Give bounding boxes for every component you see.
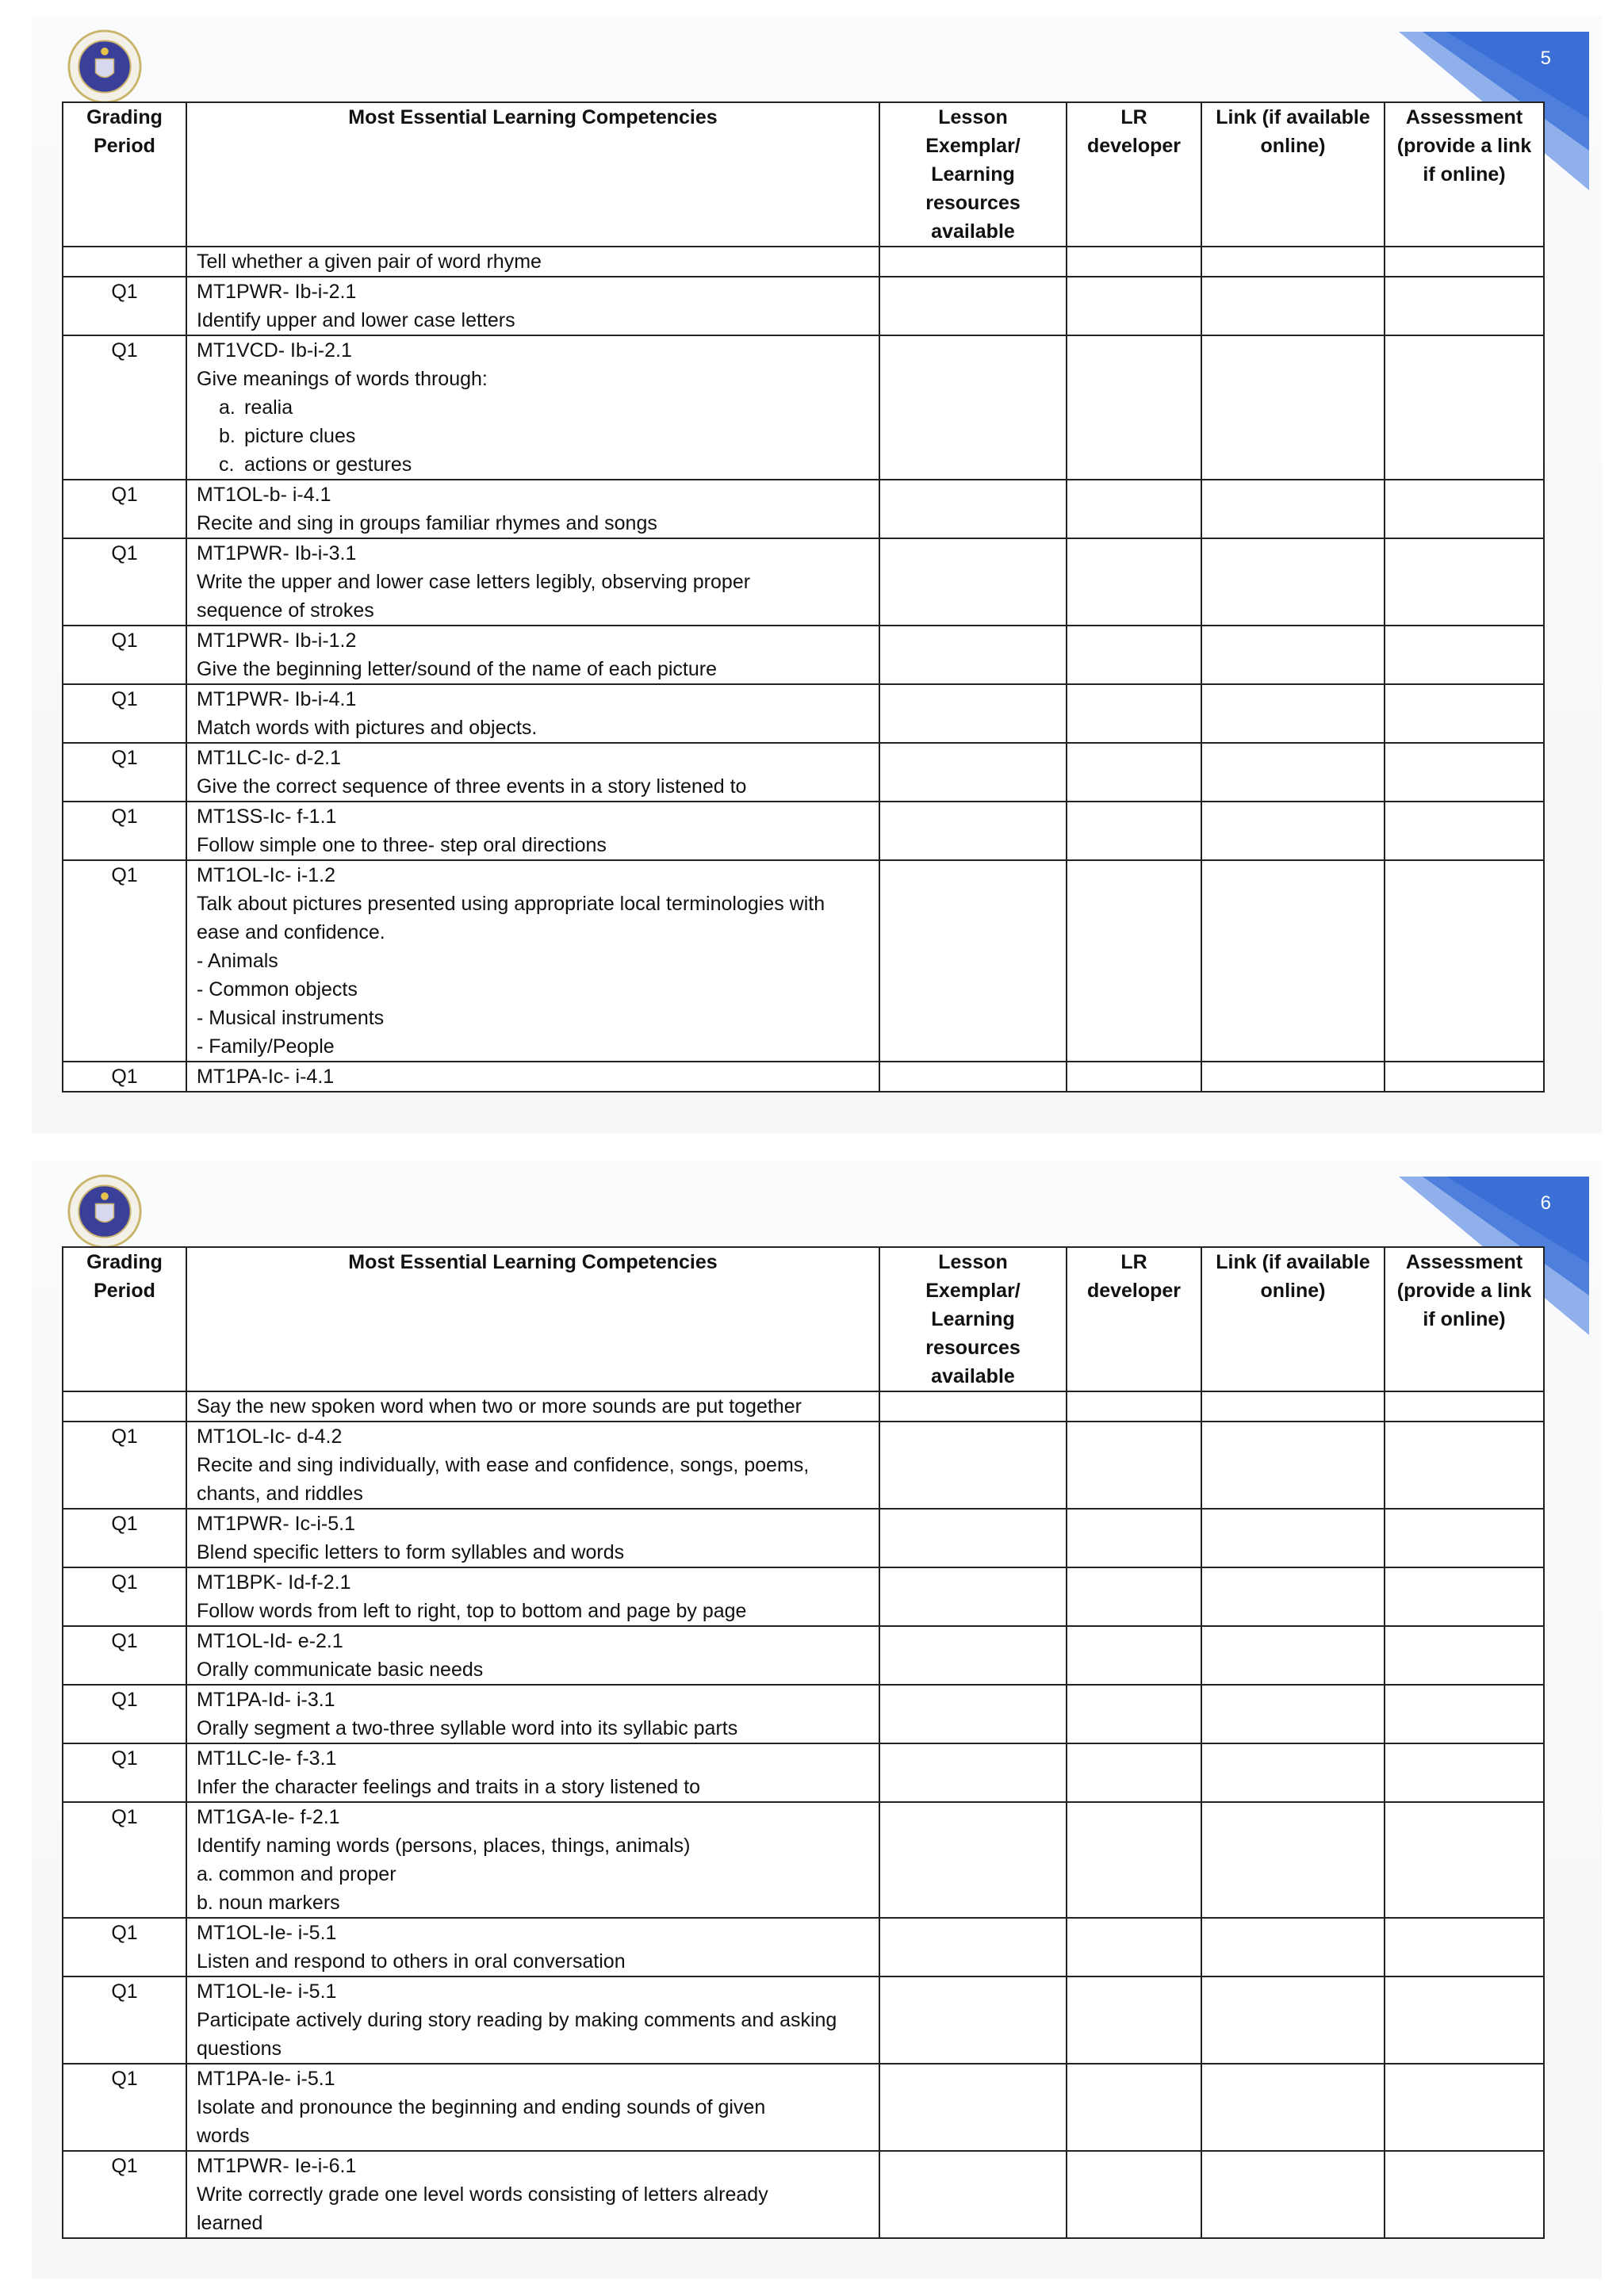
header-lr-developer: LR developer: [1067, 102, 1201, 247]
grading-period-cell: Q1: [63, 1743, 186, 1802]
grading-period-cell: Q1: [63, 626, 186, 684]
competency-code: MT1OL-Ic- i-1.2: [197, 864, 336, 886]
table-body: [63, 1391, 1544, 2238]
assessment-cell: [1385, 2064, 1544, 2151]
lesson-exemplar-cell: [879, 1062, 1067, 1092]
competency-cell: [186, 1062, 879, 1092]
assessment-cell: [1385, 247, 1544, 277]
competency-text: Identify naming words (persons, places, things, animals): [197, 1835, 691, 1857]
deped-seal-icon: [67, 1173, 143, 1249]
competency-text: ease and confidence.: [197, 921, 385, 943]
link-cell: [1201, 1802, 1385, 1918]
lesson-exemplar-cell: [879, 1918, 1067, 1976]
link-cell: [1201, 1391, 1385, 1422]
competency-cell: [186, 860, 879, 1062]
competency-text: Write the upper and lower case letters legibly, observing proper: [197, 571, 751, 593]
header-lesson-exemplar: Lesson Exemplar/ Learning resources available: [879, 1247, 1067, 1391]
competency-text: Give the beginning letter/sound of the name of each picture: [197, 658, 717, 680]
competency-code: MT1OL-Ie- i-5.1: [197, 1922, 337, 1944]
list-item: [197, 422, 869, 450]
header-grading-period: Grading Period: [63, 102, 186, 247]
lr-developer-cell: [1067, 480, 1201, 538]
competency-cell: [186, 802, 879, 860]
competency-cell: [186, 247, 879, 277]
lr-developer-cell: [1067, 247, 1201, 277]
competency-cell: [186, 626, 879, 684]
assessment-cell: [1385, 1685, 1544, 1743]
competency-text: Say the new spoken word when two or more sounds are put together: [197, 1395, 802, 1418]
competency-code: MT1BPK- Id-f-2.1: [197, 1571, 351, 1594]
competency-cell: [186, 1918, 879, 1976]
competency-text: - Animals: [197, 950, 278, 972]
competency-text: Talk about pictures presented using appropriate local terminologies with: [197, 893, 825, 915]
assessment-cell: [1385, 1802, 1544, 1918]
link-cell: [1201, 538, 1385, 626]
competency-cell: [186, 684, 879, 743]
lr-developer-cell: [1067, 626, 1201, 684]
competency-text: Give meanings of words through:: [197, 368, 488, 390]
competency-text: Listen and respond to others in oral conversation: [197, 1950, 626, 1973]
competency-cell: [186, 1685, 879, 1743]
list-marker: c.: [219, 453, 235, 476]
grading-period-cell: [63, 247, 186, 277]
table-row: [63, 684, 1544, 743]
assessment-cell: [1385, 802, 1544, 860]
competency-text: Identify upper and lower case letters: [197, 309, 515, 331]
lr-developer-cell: [1067, 743, 1201, 802]
competency-code: MT1PWR- Ie-i-6.1: [197, 2155, 357, 2177]
table-header-row: [63, 1247, 1544, 1391]
table-row: [63, 2151, 1544, 2238]
link-cell: [1201, 684, 1385, 743]
table-body: [63, 247, 1544, 1092]
lesson-exemplar-cell: [879, 480, 1067, 538]
page-number: 5: [1540, 48, 1551, 69]
grading-period-cell: Q1: [63, 480, 186, 538]
lr-developer-cell: [1067, 1685, 1201, 1743]
competency-text: Infer the character feelings and traits in a story listened to: [197, 1776, 701, 1798]
lr-developer-cell: [1067, 335, 1201, 480]
lesson-exemplar-cell: [879, 1743, 1067, 1802]
competency-code: MT1PWR- Ib-i-1.2: [197, 629, 357, 652]
lesson-exemplar-cell: [879, 1509, 1067, 1567]
table-row: [63, 247, 1544, 277]
competency-code: MT1SS-Ic- f-1.1: [197, 806, 337, 828]
lesson-exemplar-cell: [879, 626, 1067, 684]
assessment-cell: [1385, 1567, 1544, 1626]
header-competencies: Most Essential Learning Competencies: [186, 102, 879, 247]
table-row: [63, 1391, 1544, 1422]
assessment-cell: [1385, 335, 1544, 480]
lr-developer-cell: [1067, 1567, 1201, 1626]
lr-developer-cell: [1067, 684, 1201, 743]
link-cell: [1201, 277, 1385, 335]
competencies-table: [62, 1246, 1545, 2239]
competency-cell: [186, 538, 879, 626]
competency-text: a. common and proper: [197, 1863, 396, 1885]
lesson-exemplar-cell: [879, 2064, 1067, 2151]
competency-code: MT1GA-Ie- f-2.1: [197, 1806, 340, 1828]
link-cell: [1201, 1422, 1385, 1509]
link-cell: [1201, 743, 1385, 802]
lesson-exemplar-cell: [879, 1567, 1067, 1626]
table-row: [63, 1422, 1544, 1509]
link-cell: [1201, 1567, 1385, 1626]
competency-code: MT1OL-b- i-4.1: [197, 484, 331, 506]
lr-developer-cell: [1067, 1391, 1201, 1422]
lr-developer-cell: [1067, 1976, 1201, 2064]
competency-text: Participate actively during story reading by making comments and asking: [197, 2009, 837, 2031]
grading-period-cell: Q1: [63, 860, 186, 1062]
competency-text: b. noun markers: [197, 1892, 340, 1914]
competency-text: Give the correct sequence of three events in a story listened to: [197, 775, 747, 798]
lesson-exemplar-cell: [879, 802, 1067, 860]
page-number: 6: [1540, 1192, 1551, 1214]
competency-code: MT1PWR- Ib-i-2.1: [197, 281, 357, 303]
competency-code: MT1OL-Id- e-2.1: [197, 1630, 343, 1652]
competency-text: learned: [197, 2212, 263, 2234]
competency-text: Recite and sing individually, with ease and confidence, songs, poems,: [197, 1454, 810, 1476]
competency-cell: [186, 1626, 879, 1685]
competency-text: - Common objects: [197, 978, 358, 1001]
grading-period-cell: Q1: [63, 538, 186, 626]
grading-period-cell: Q1: [63, 1802, 186, 1918]
assessment-cell: [1385, 626, 1544, 684]
grading-period-cell: Q1: [63, 1509, 186, 1567]
competency-cell: [186, 335, 879, 480]
list-item-text: actions or gestures: [244, 453, 412, 476]
competency-cell: [186, 1743, 879, 1802]
grading-period-cell: Q1: [63, 277, 186, 335]
header-competencies: Most Essential Learning Competencies: [186, 1247, 879, 1391]
competency-cell: [186, 2064, 879, 2151]
table-row: [63, 538, 1544, 626]
competency-text: words: [197, 2125, 250, 2147]
link-cell: [1201, 1976, 1385, 2064]
header-lesson-exemplar: Lesson Exemplar/ Learning resources available: [879, 102, 1067, 247]
header-link: Link (if available online): [1201, 1247, 1385, 1391]
competency-cell: [186, 2151, 879, 2238]
lr-developer-cell: [1067, 538, 1201, 626]
lesson-exemplar-cell: [879, 1626, 1067, 1685]
competency-text: chants, and riddles: [197, 1483, 363, 1505]
lesson-exemplar-cell: [879, 247, 1067, 277]
lr-developer-cell: [1067, 1062, 1201, 1092]
competency-code: MT1PA-Ie- i-5.1: [197, 2068, 335, 2090]
competency-code: MT1OL-Ic- d-4.2: [197, 1425, 343, 1448]
competencies-table: [62, 101, 1545, 1093]
competency-cell: [186, 1509, 879, 1567]
lesson-exemplar-cell: [879, 538, 1067, 626]
lr-developer-cell: [1067, 2151, 1201, 2238]
lr-developer-cell: [1067, 1918, 1201, 1976]
link-cell: [1201, 860, 1385, 1062]
competency-code: MT1VCD- Ib-i-2.1: [197, 339, 352, 362]
list-item-text: realia: [244, 396, 293, 419]
link-cell: [1201, 1685, 1385, 1743]
competency-text: - Family/People: [197, 1035, 335, 1058]
lr-developer-cell: [1067, 277, 1201, 335]
table-row: [63, 1509, 1544, 1567]
assessment-cell: [1385, 1422, 1544, 1509]
assessment-cell: [1385, 1918, 1544, 1976]
lesson-exemplar-cell: [879, 860, 1067, 1062]
table-header-row: [63, 102, 1544, 247]
grading-period-cell: Q1: [63, 802, 186, 860]
lesson-exemplar-cell: [879, 1976, 1067, 2064]
assessment-cell: [1385, 277, 1544, 335]
grading-period-cell: Q1: [63, 1976, 186, 2064]
competency-text: Write correctly grade one level words consisting of letters already: [197, 2183, 768, 2206]
lr-developer-cell: [1067, 1509, 1201, 1567]
assessment-cell: [1385, 538, 1544, 626]
grading-period-cell: Q1: [63, 1422, 186, 1509]
link-cell: [1201, 1509, 1385, 1567]
table-row: [63, 1976, 1544, 2064]
competency-text: Follow simple one to three- step oral directions: [197, 834, 607, 856]
table-row: [63, 480, 1544, 538]
competency-text: Recite and sing in groups familiar rhymes and songs: [197, 512, 657, 534]
list-marker: b.: [219, 425, 236, 447]
table-row: [63, 626, 1544, 684]
competency-text: Orally segment a two-three syllable word into its syllabic parts: [197, 1717, 738, 1739]
header-lr-developer: LR developer: [1067, 1247, 1201, 1391]
lr-developer-cell: [1067, 860, 1201, 1062]
competency-cell: [186, 1802, 879, 1918]
lr-developer-cell: [1067, 1626, 1201, 1685]
lesson-exemplar-cell: [879, 1391, 1067, 1422]
competency-code: MT1PA-Ic- i-4.1: [197, 1066, 335, 1088]
table-row: [63, 1685, 1544, 1743]
table-row: [63, 1567, 1544, 1626]
assessment-cell: [1385, 1062, 1544, 1092]
lr-developer-cell: [1067, 2064, 1201, 2151]
competency-cell: [186, 480, 879, 538]
table-row: [63, 277, 1544, 335]
link-cell: [1201, 2064, 1385, 2151]
page-6: [0, 1145, 1624, 2293]
lesson-exemplar-cell: [879, 743, 1067, 802]
lesson-exemplar-cell: [879, 684, 1067, 743]
competency-cell: [186, 1567, 879, 1626]
competency-cell: [186, 743, 879, 802]
assessment-cell: [1385, 743, 1544, 802]
table-row: [63, 1918, 1544, 1976]
table-row: [63, 1062, 1544, 1092]
lr-developer-cell: [1067, 1802, 1201, 1918]
assessment-cell: [1385, 684, 1544, 743]
list-item-text: picture clues: [244, 425, 356, 447]
grading-period-cell: Q1: [63, 1062, 186, 1092]
deped-seal-icon: [67, 29, 143, 105]
competency-code: MT1PA-Id- i-3.1: [197, 1689, 335, 1711]
competency-code: MT1LC-Ie- f-3.1: [197, 1747, 337, 1770]
lesson-exemplar-cell: [879, 277, 1067, 335]
competency-text: Isolate and pronounce the beginning and ending sounds of given: [197, 2096, 766, 2118]
table-row: [63, 1802, 1544, 1918]
grading-period-cell: Q1: [63, 1918, 186, 1976]
list-item: [197, 393, 869, 422]
competency-cell: [186, 1391, 879, 1422]
grading-period-cell: Q1: [63, 2151, 186, 2238]
header-link: Link (if available online): [1201, 102, 1385, 247]
header-grading-period: Grading Period: [63, 1247, 186, 1391]
grading-period-cell: Q1: [63, 335, 186, 480]
assessment-cell: [1385, 2151, 1544, 2238]
competency-text: - Musical instruments: [197, 1007, 385, 1029]
table-row: [63, 860, 1544, 1062]
competency-code: MT1PWR- Ib-i-4.1: [197, 688, 357, 710]
lesson-exemplar-cell: [879, 1802, 1067, 1918]
grading-period-cell: Q1: [63, 2064, 186, 2151]
lr-developer-cell: [1067, 1422, 1201, 1509]
lesson-exemplar-cell: [879, 1422, 1067, 1509]
competency-text: Tell whether a given pair of word rhyme: [197, 251, 542, 273]
competency-code: MT1OL-Ie- i-5.1: [197, 1980, 337, 2003]
competency-code: MT1PWR- Ic-i-5.1: [197, 1513, 355, 1535]
list-marker: a.: [219, 396, 236, 419]
link-cell: [1201, 802, 1385, 860]
lesson-exemplar-cell: [879, 1685, 1067, 1743]
table-row: [63, 2064, 1544, 2151]
competency-text: Blend specific letters to form syllables and words: [197, 1541, 625, 1563]
assessment-cell: [1385, 1509, 1544, 1567]
competency-text: Match words with pictures and objects.: [197, 717, 538, 739]
assessment-cell: [1385, 1743, 1544, 1802]
assessment-cell: [1385, 860, 1544, 1062]
list-item: [197, 450, 869, 479]
competency-text: Follow words from left to right, top to bottom and page by page: [197, 1600, 747, 1622]
assessment-cell: [1385, 1976, 1544, 2064]
link-cell: [1201, 2151, 1385, 2238]
competency-code: MT1PWR- Ib-i-3.1: [197, 542, 357, 564]
header-assessment: Assessment (provide a link if online): [1385, 1247, 1544, 1391]
competency-cell: [186, 277, 879, 335]
competency-text: questions: [197, 2038, 282, 2060]
grading-period-cell: Q1: [63, 1567, 186, 1626]
assessment-cell: [1385, 1391, 1544, 1422]
lr-developer-cell: [1067, 802, 1201, 860]
link-cell: [1201, 1626, 1385, 1685]
header-assessment: Assessment (provide a link if online): [1385, 102, 1544, 247]
link-cell: [1201, 626, 1385, 684]
competency-text: sequence of strokes: [197, 599, 374, 622]
link-cell: [1201, 247, 1385, 277]
grading-period-cell: [63, 1391, 186, 1422]
lesson-exemplar-cell: [879, 335, 1067, 480]
assessment-cell: [1385, 480, 1544, 538]
link-cell: [1201, 1062, 1385, 1092]
grading-period-cell: Q1: [63, 684, 186, 743]
grading-period-cell: Q1: [63, 1626, 186, 1685]
link-cell: [1201, 335, 1385, 480]
competency-cell: [186, 1422, 879, 1509]
lesson-exemplar-cell: [879, 2151, 1067, 2238]
lr-developer-cell: [1067, 1743, 1201, 1802]
assessment-cell: [1385, 1626, 1544, 1685]
table-row: [63, 743, 1544, 802]
table-row: [63, 1626, 1544, 1685]
competency-cell: [186, 1976, 879, 2064]
competency-text: Orally communicate basic needs: [197, 1659, 484, 1681]
competency-code: MT1LC-Ic- d-2.1: [197, 747, 341, 769]
link-cell: [1201, 1743, 1385, 1802]
grading-period-cell: Q1: [63, 1685, 186, 1743]
grading-period-cell: Q1: [63, 743, 186, 802]
table-row: [63, 335, 1544, 480]
link-cell: [1201, 480, 1385, 538]
table-row: [63, 1743, 1544, 1802]
link-cell: [1201, 1918, 1385, 1976]
table-row: [63, 802, 1544, 860]
